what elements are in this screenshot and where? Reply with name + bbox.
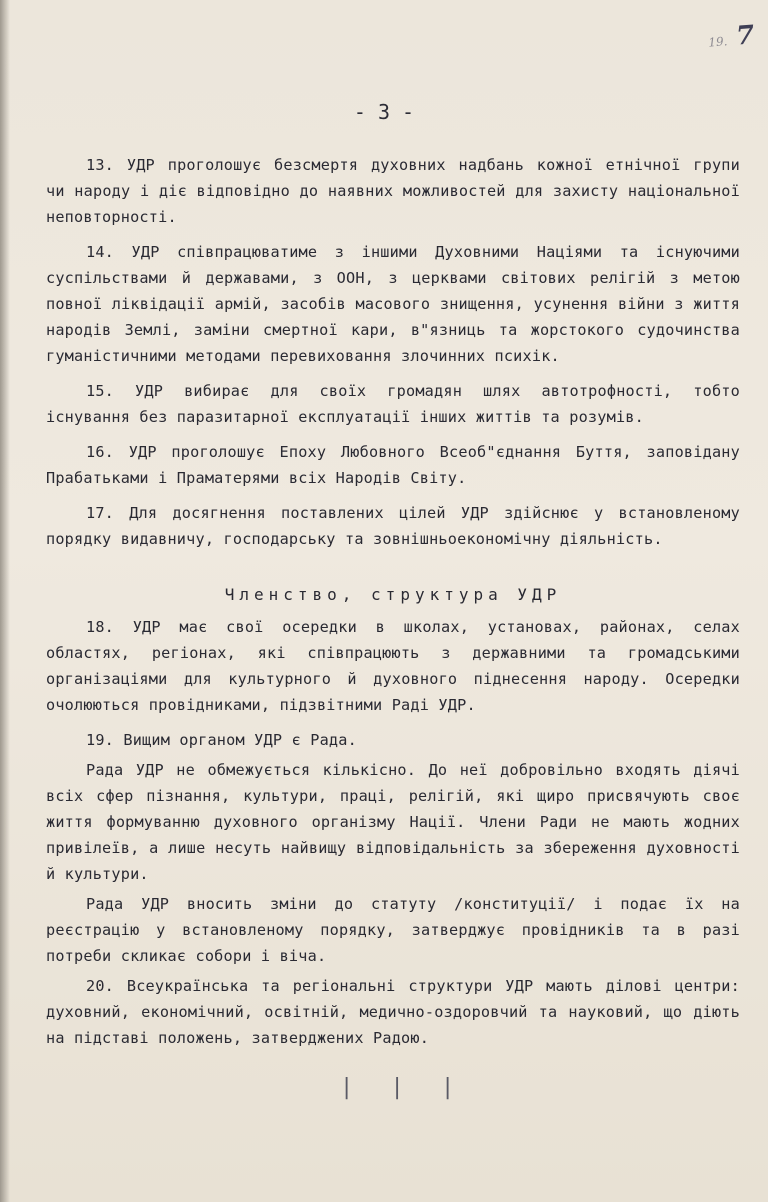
paragraph-20: 20. Всеукраїнська та регіональні структури УДР мають ділові центри: духовний, економічний, освітній, медично-оздоровчий та науковий, що діють на підставі положень, затверджених Радою. xyxy=(46,977,740,1047)
paragraph-15: 15. УДР вибирає для своїх громадян шлях автотрофності, тобто існування без паразитарної експлуатації інших життів та розумів. xyxy=(46,382,740,426)
document-body xyxy=(46,152,740,1060)
paragraph-19-council: Рада УДР не обмежується кількісно. До неї добровільно входять діячі всіх сфер пізнання, культури, праці, релігій, які щиро присвячують своє життя формуванню духовного організму Нації. Члени Ради не мають жодних привілеїв, а лише несуть найвищу відповідальність за збереження духовності й культури. xyxy=(46,761,740,883)
page-edge-shadow xyxy=(0,0,10,1202)
paragraph-13: 13. УДР проголошує безсмертя духовних надбань кожної етнічної групи чи народу і діє відповідно до наявних можливостей для захисту національної неповторності. xyxy=(46,156,740,226)
paragraph-19: 19. Вищим органом УДР є Рада. xyxy=(86,731,357,749)
section-heading: Членство, структура УДР xyxy=(224,585,562,604)
stamp-small-number: 19. xyxy=(707,34,728,50)
paragraph-19-amendments: Рада УДР вносить зміни до статуту /конституції/ і подає їх на реєстрацію у встановленому порядку, затверджує провідників та в разі потреби скликає собори і віча. xyxy=(46,895,740,965)
paragraph-16: 16. УДР проголошує Епоху Любовного Всеоб"єднання Буття, заповідану Прабатьками і Праматерями всіх Народів Світу. xyxy=(46,443,740,487)
stamp-page-number: 7 xyxy=(734,20,755,52)
archive-stamp xyxy=(707,20,755,53)
footer-marks: | | | xyxy=(340,1075,467,1100)
page-number: - 3 - xyxy=(353,100,415,124)
paragraph-18: 18. УДР має свої осередки в школах, установах, районах, селах областях, регіонах, які співпрацюють з державними та громадськими організаціями для культурного й духовного піднесення народу. Осередки очолюються провідниками, підзвітними Раді УДР. xyxy=(46,618,740,714)
paragraph-14: 14. УДР співпрацюватиме з іншими Духовними Націями та існуючими суспільствами й державами, з ООН, з церквами світових релігій з метою повної ліквідації армій, засобів масового знищення, усунення війни з життя народів Землі, заміни смертної кари, в"язниць та жорстокого судочинства гуманістичними методами перевиховання злочинних психік. xyxy=(46,243,740,365)
paragraph-17: 17. Для досягнення поставлених цілей УДР здійснює у встановленому порядку видавничу, господарську та зовнішньоекономічну діяльність. xyxy=(46,504,740,548)
